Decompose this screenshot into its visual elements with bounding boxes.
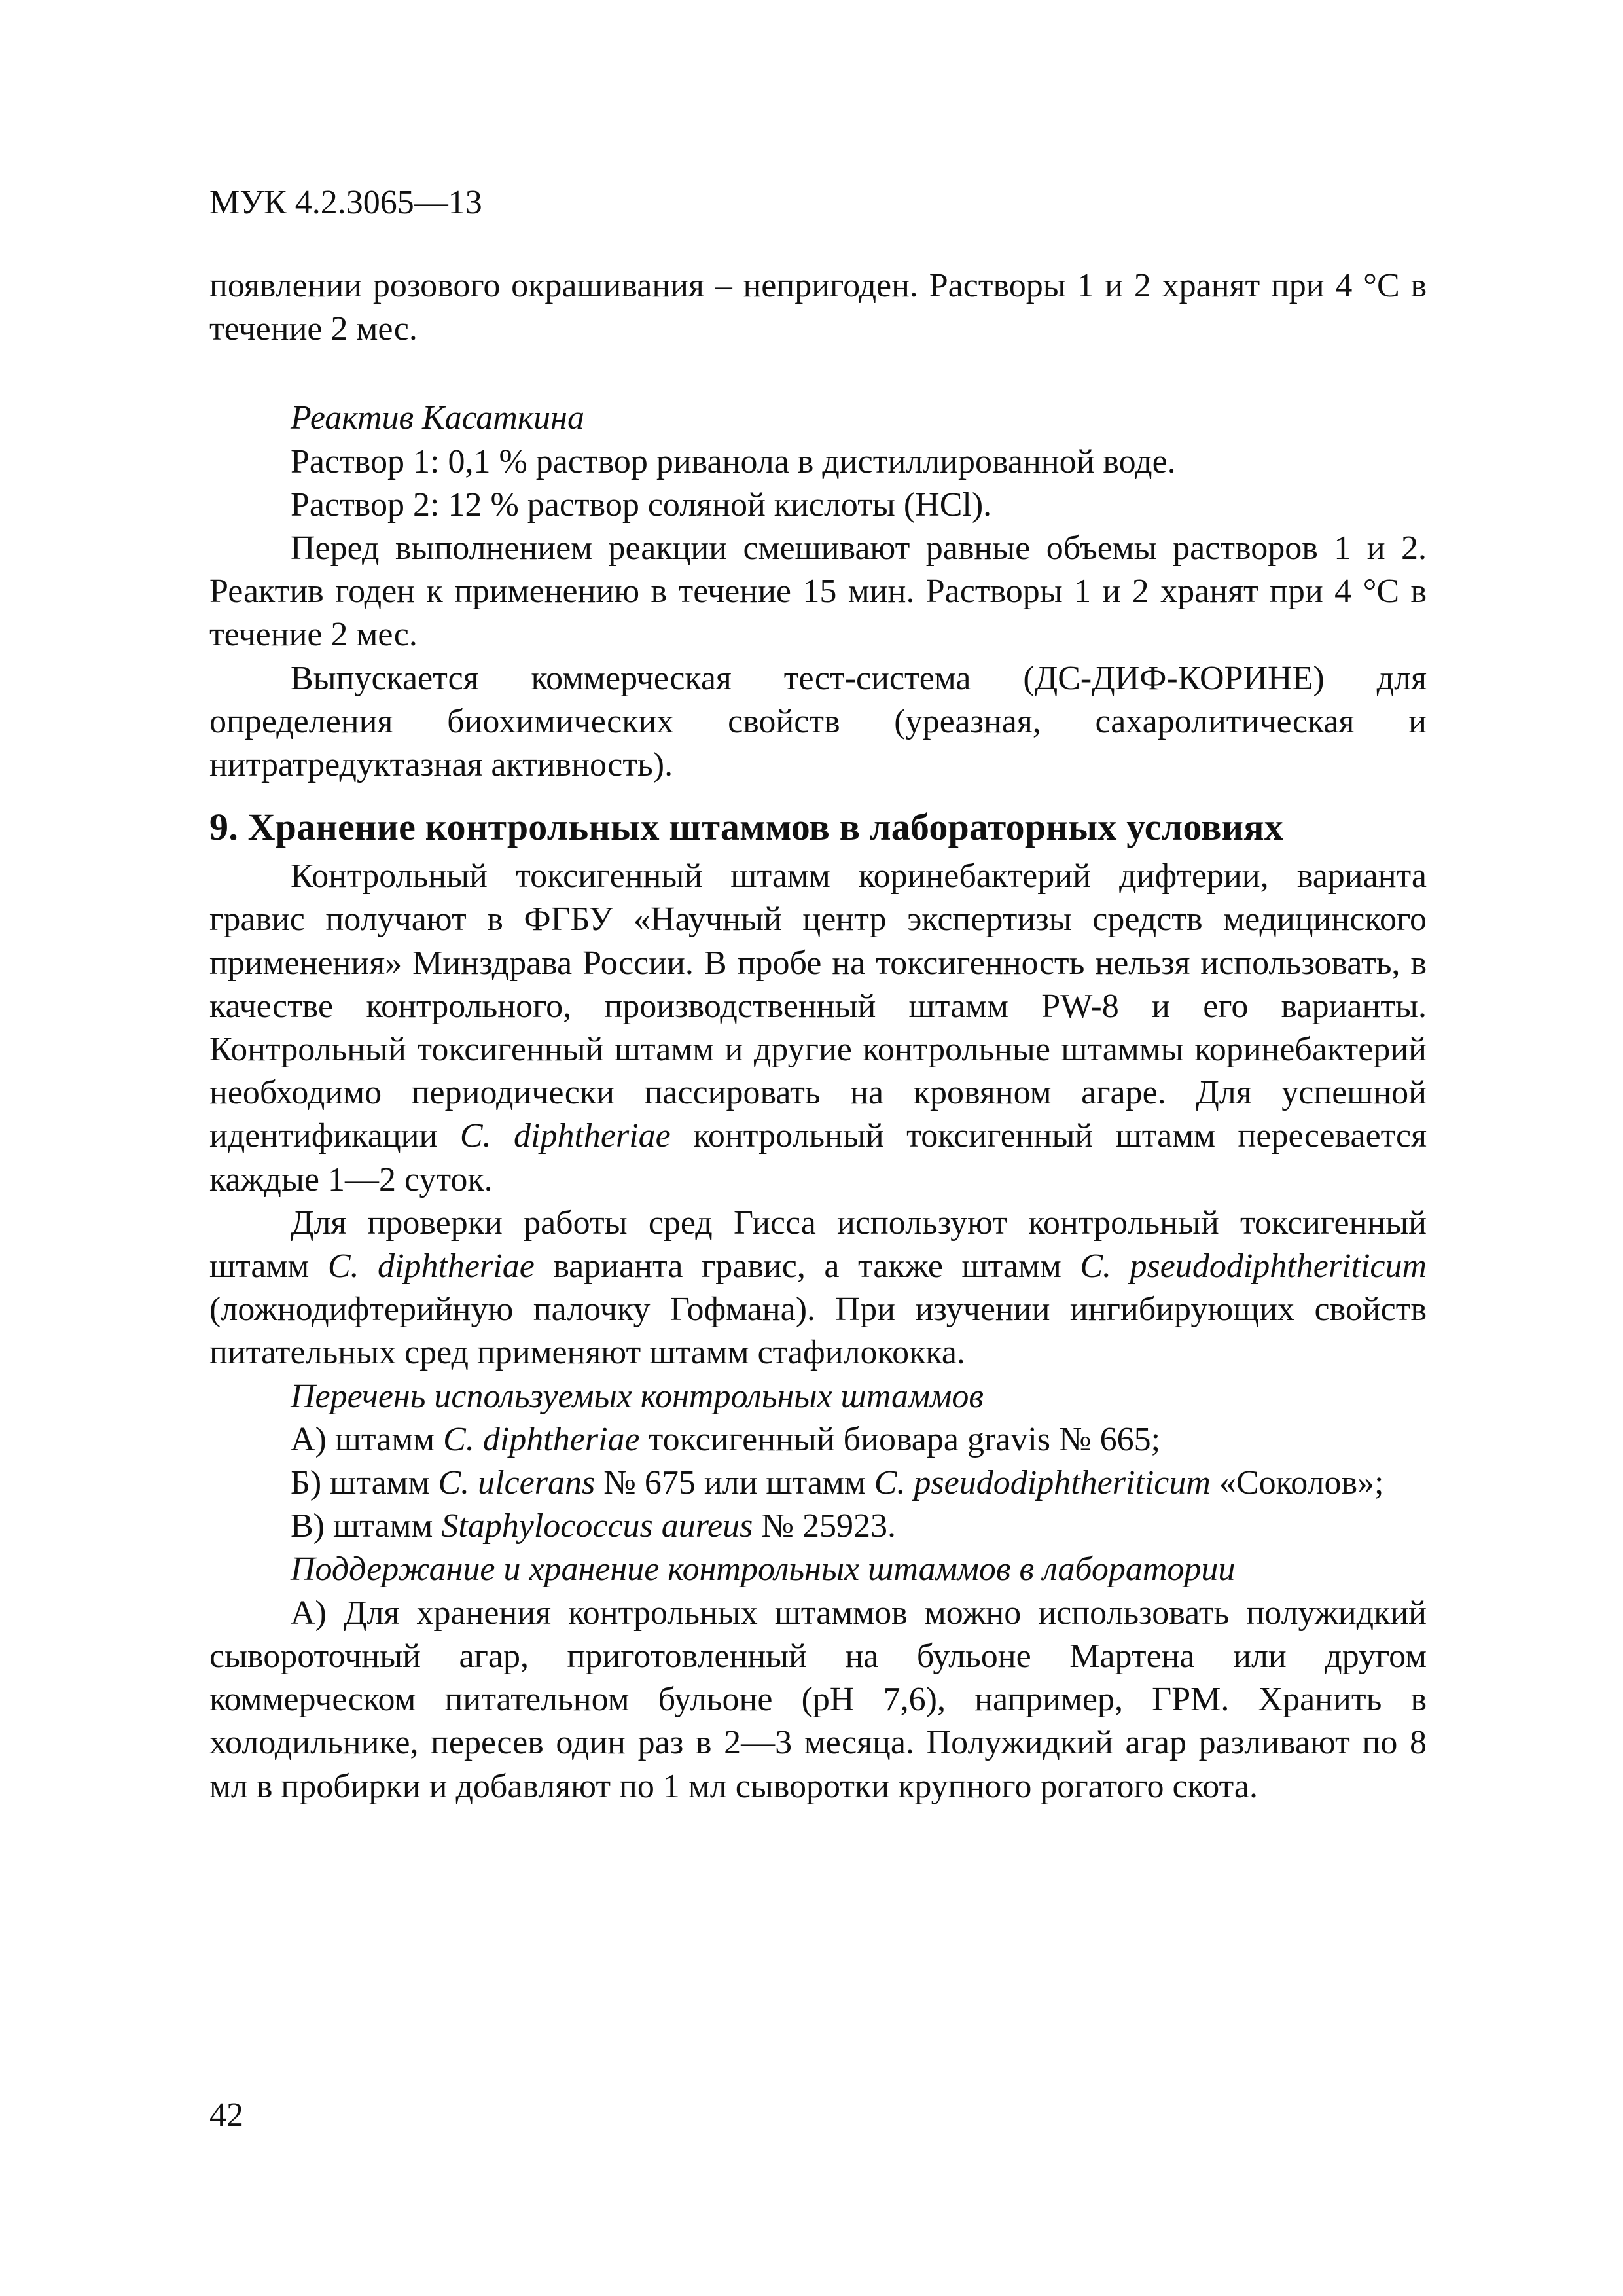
document-code-header: МУК 4.2.3065—13 xyxy=(209,184,482,221)
list-item-text: № 25923. xyxy=(761,1507,896,1545)
species-name: C. pseudodiphtheriticum xyxy=(1080,1247,1427,1285)
species-name: C. pseudodiphtheriticum xyxy=(874,1464,1211,1502)
strains-list-title: Перечень используемых контрольных штаммов xyxy=(291,1377,984,1415)
paragraph-text: Контрольный токсигенный штамм коринебактерий дифтерии, варианта гравис получают в ФГБУ «Научный центр экспертизы средств медицинского применения» Минздрава России. В пробе на токсигенность нельзя использовать, в качестве контрольного, производственный штамм PW-8 и его варианты. Контрольный токсигенный штамм и другие контрольные штаммы коринебактерий необходимо периодически пассировать на кровяном агаре. Для успешной идентификации xyxy=(209,857,1427,1155)
paragraph-text: варианта гравис, а также штамм xyxy=(553,1247,1061,1285)
list-item-prefix: Б) штамм xyxy=(291,1464,430,1502)
paragraph-text: контрольный токсигенный штамм пересевается каждые 1—2 суток. xyxy=(209,1117,1427,1198)
kasatkin-solution-2: Раствор 2: 12 % раствор соляной кислоты (HCl). xyxy=(291,486,992,524)
species-name: C. diphtheriae xyxy=(459,1117,671,1155)
list-item-text: № 675 или штамм xyxy=(603,1464,866,1502)
hiss-media-check-paragraph xyxy=(209,1202,1427,1375)
maintenance-item-a: А) Для хранения контрольных штаммов можно использовать полужидкий сывороточный агар, приготовленный на бульоне Мартена или другом коммерческом питательном бульоне (рН 7,6), например, ГРМ. Хранить в холодильнике, пересев один раз в 2—3 месяца. Полужидкий агар разливают по 8 мл в пробирки и добавляют по 1 мл сыворотки крупного рогатого скота. xyxy=(209,1594,1427,1805)
kasatkin-reagent-title: Реактив Касаткина xyxy=(291,399,584,437)
control-strain-source-paragraph xyxy=(209,855,1427,1202)
strain-list-item-a xyxy=(209,1418,1427,1462)
kasatkin-solution-1: Раствор 1: 0,1 % раствор риванола в дистиллированной воде. xyxy=(291,442,1176,480)
species-name: C. diphtheriae xyxy=(443,1420,640,1458)
section-9-heading: 9. Хранение контрольных штаммов в лабораторных условиях xyxy=(209,806,1284,849)
strain-list-item-b xyxy=(209,1462,1427,1505)
page-number: 42 xyxy=(209,2096,243,2134)
species-name: Staphylococcus aureus xyxy=(441,1507,753,1545)
strain-list-item-c xyxy=(209,1505,1427,1548)
paragraph-text: (ложнодифтерийную палочку Гофмана). При изучении ингибирующих свойств питательных сред применяют штамм стафилококка. xyxy=(209,1291,1427,1372)
species-name: C. diphtheriae xyxy=(327,1247,535,1285)
commercial-test-system-paragraph: Выпускается коммерческая тест-система (ДС-ДИФ-КОРИНЕ) для определения биохимических свойств (уреазная, сахаролитическая и нитратредуктазная активность). xyxy=(209,659,1427,784)
species-name: C. ulcerans xyxy=(438,1464,596,1502)
continuation-paragraph: появлении розового окрашивания – непригоден. Растворы 1 и 2 хранят при 4 °С в течение 2 мес. xyxy=(209,267,1427,348)
paragraph-text: Для проверки работы сред Гисса используют контрольный токсигенный штамм xyxy=(209,1204,1427,1285)
list-item-prefix: А) штамм xyxy=(291,1420,435,1458)
maintenance-title: Поддержание и хранение контрольных штаммов в лаборатории xyxy=(291,1551,1236,1588)
page-content xyxy=(209,264,1427,1808)
kasatkin-usage-paragraph: Перед выполнением реакции смешивают равные объемы растворов 1 и 2. Реактив годен к применению в течение 15 мин. Растворы 1 и 2 хранят при 4 °С в течение 2 мес. xyxy=(209,529,1427,654)
list-item-text: токсигенный биовара gravis № 665; xyxy=(648,1420,1161,1458)
list-item-text: «Соколов»; xyxy=(1219,1464,1384,1502)
list-item-prefix: В) штамм xyxy=(291,1507,433,1545)
